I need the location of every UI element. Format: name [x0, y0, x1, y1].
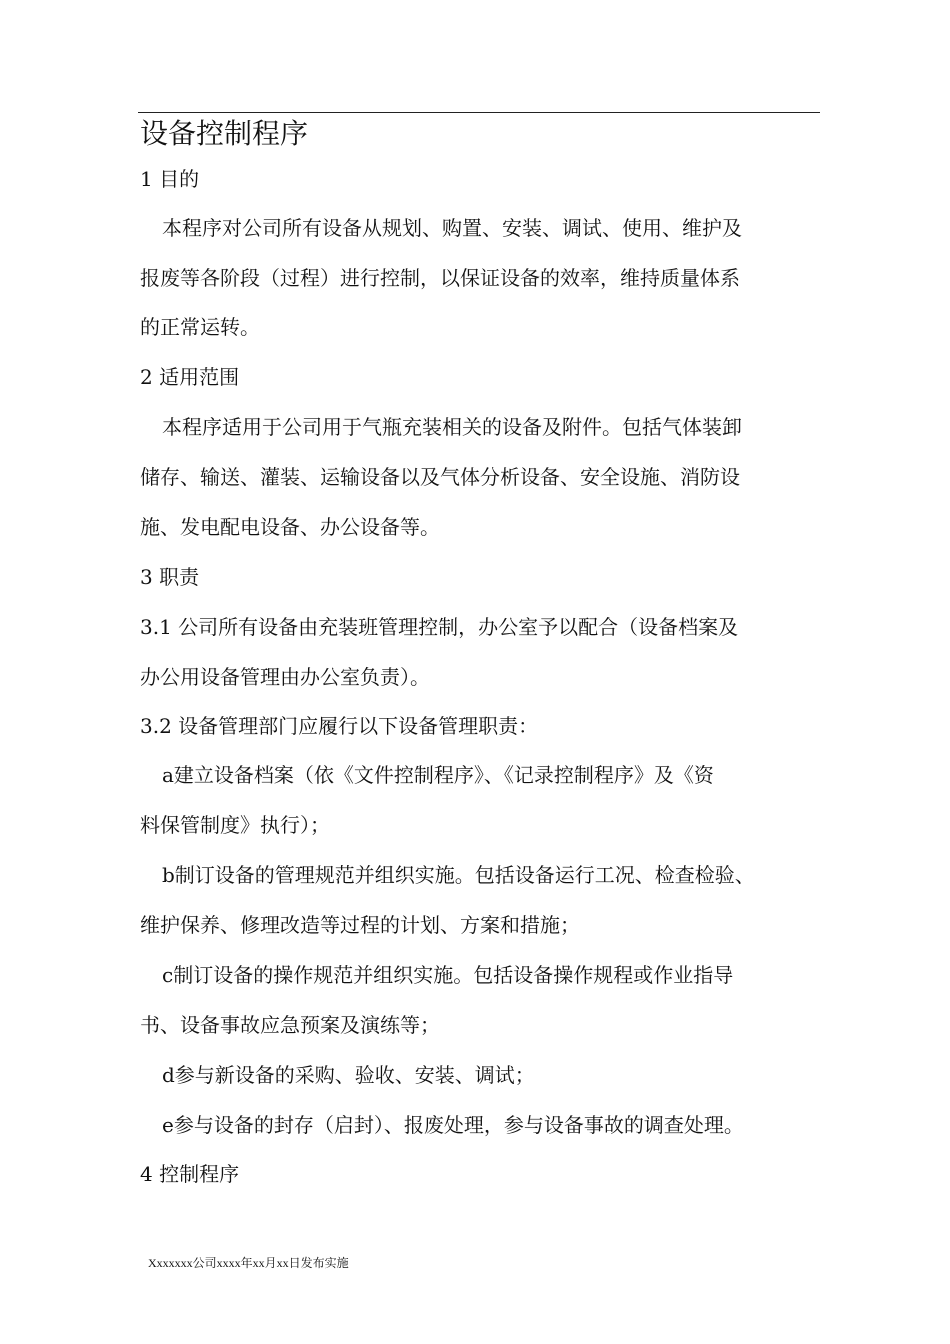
list-item-line: 书、设备事故应急预案及演练等； — [140, 1013, 440, 1037]
section-heading-control-procedure: 4 控制程序 — [140, 1162, 240, 1186]
list-item-line: 维护保养、修理改造等过程的计划、方案和措施； — [140, 913, 580, 937]
document-title: 设备控制程序 — [140, 117, 309, 150]
section-heading-purpose: 1 目的 — [140, 167, 200, 191]
paragraph-line: 3.2 设备管理部门应履行以下设备管理职责： — [140, 714, 539, 738]
list-item-line: d参与新设备的采购、验收、安装、调试； — [162, 1063, 535, 1087]
footer-text: Xxxxxxx公司xxxx年xx月xx日发布实施 — [148, 1256, 349, 1270]
paragraph-line: 储存、输送、灌装、运输设备以及气体分析设备、安全设施、消防设 — [140, 465, 740, 489]
list-item-line: e参与设备的封存（启封）、报废处理，参与设备事故的调查处理。 — [162, 1113, 744, 1137]
list-item-line: a建立设备档案（依《文件控制程序》、《记录控制程序》及《资 — [162, 763, 714, 787]
section-heading-responsibilities: 3 职责 — [140, 565, 200, 589]
list-item-line: b制订设备的管理规范并组织实施。包括设备运行工况、检查检验、 — [162, 863, 755, 887]
paragraph-line: 办公用设备管理由办公室负责）。 — [140, 665, 430, 689]
list-item-line: 料保管制度》执行）； — [140, 813, 330, 837]
list-item-line: c制订设备的操作规范并组织实施。包括设备操作规程或作业指导 — [162, 963, 734, 987]
paragraph-line: 3.1 公司所有设备由充装班管理控制，办公室予以配合（设备档案及 — [140, 615, 739, 639]
paragraph-line: 报废等各阶段（过程）进行控制，以保证设备的效率，维持质量体系 — [140, 266, 740, 290]
paragraph-line: 施、发电配电设备、办公设备等。 — [140, 515, 440, 539]
section-heading-scope: 2 适用范围 — [140, 365, 240, 389]
header-rule — [138, 112, 820, 113]
paragraph-line: 本程序对公司所有设备从规划、购置、安装、调试、使用、维护及 — [162, 216, 742, 240]
paragraph-line: 本程序适用于公司用于气瓶充装相关的设备及附件。包括气体装卸 — [162, 415, 742, 439]
paragraph-line: 的正常运转。 — [140, 315, 260, 339]
